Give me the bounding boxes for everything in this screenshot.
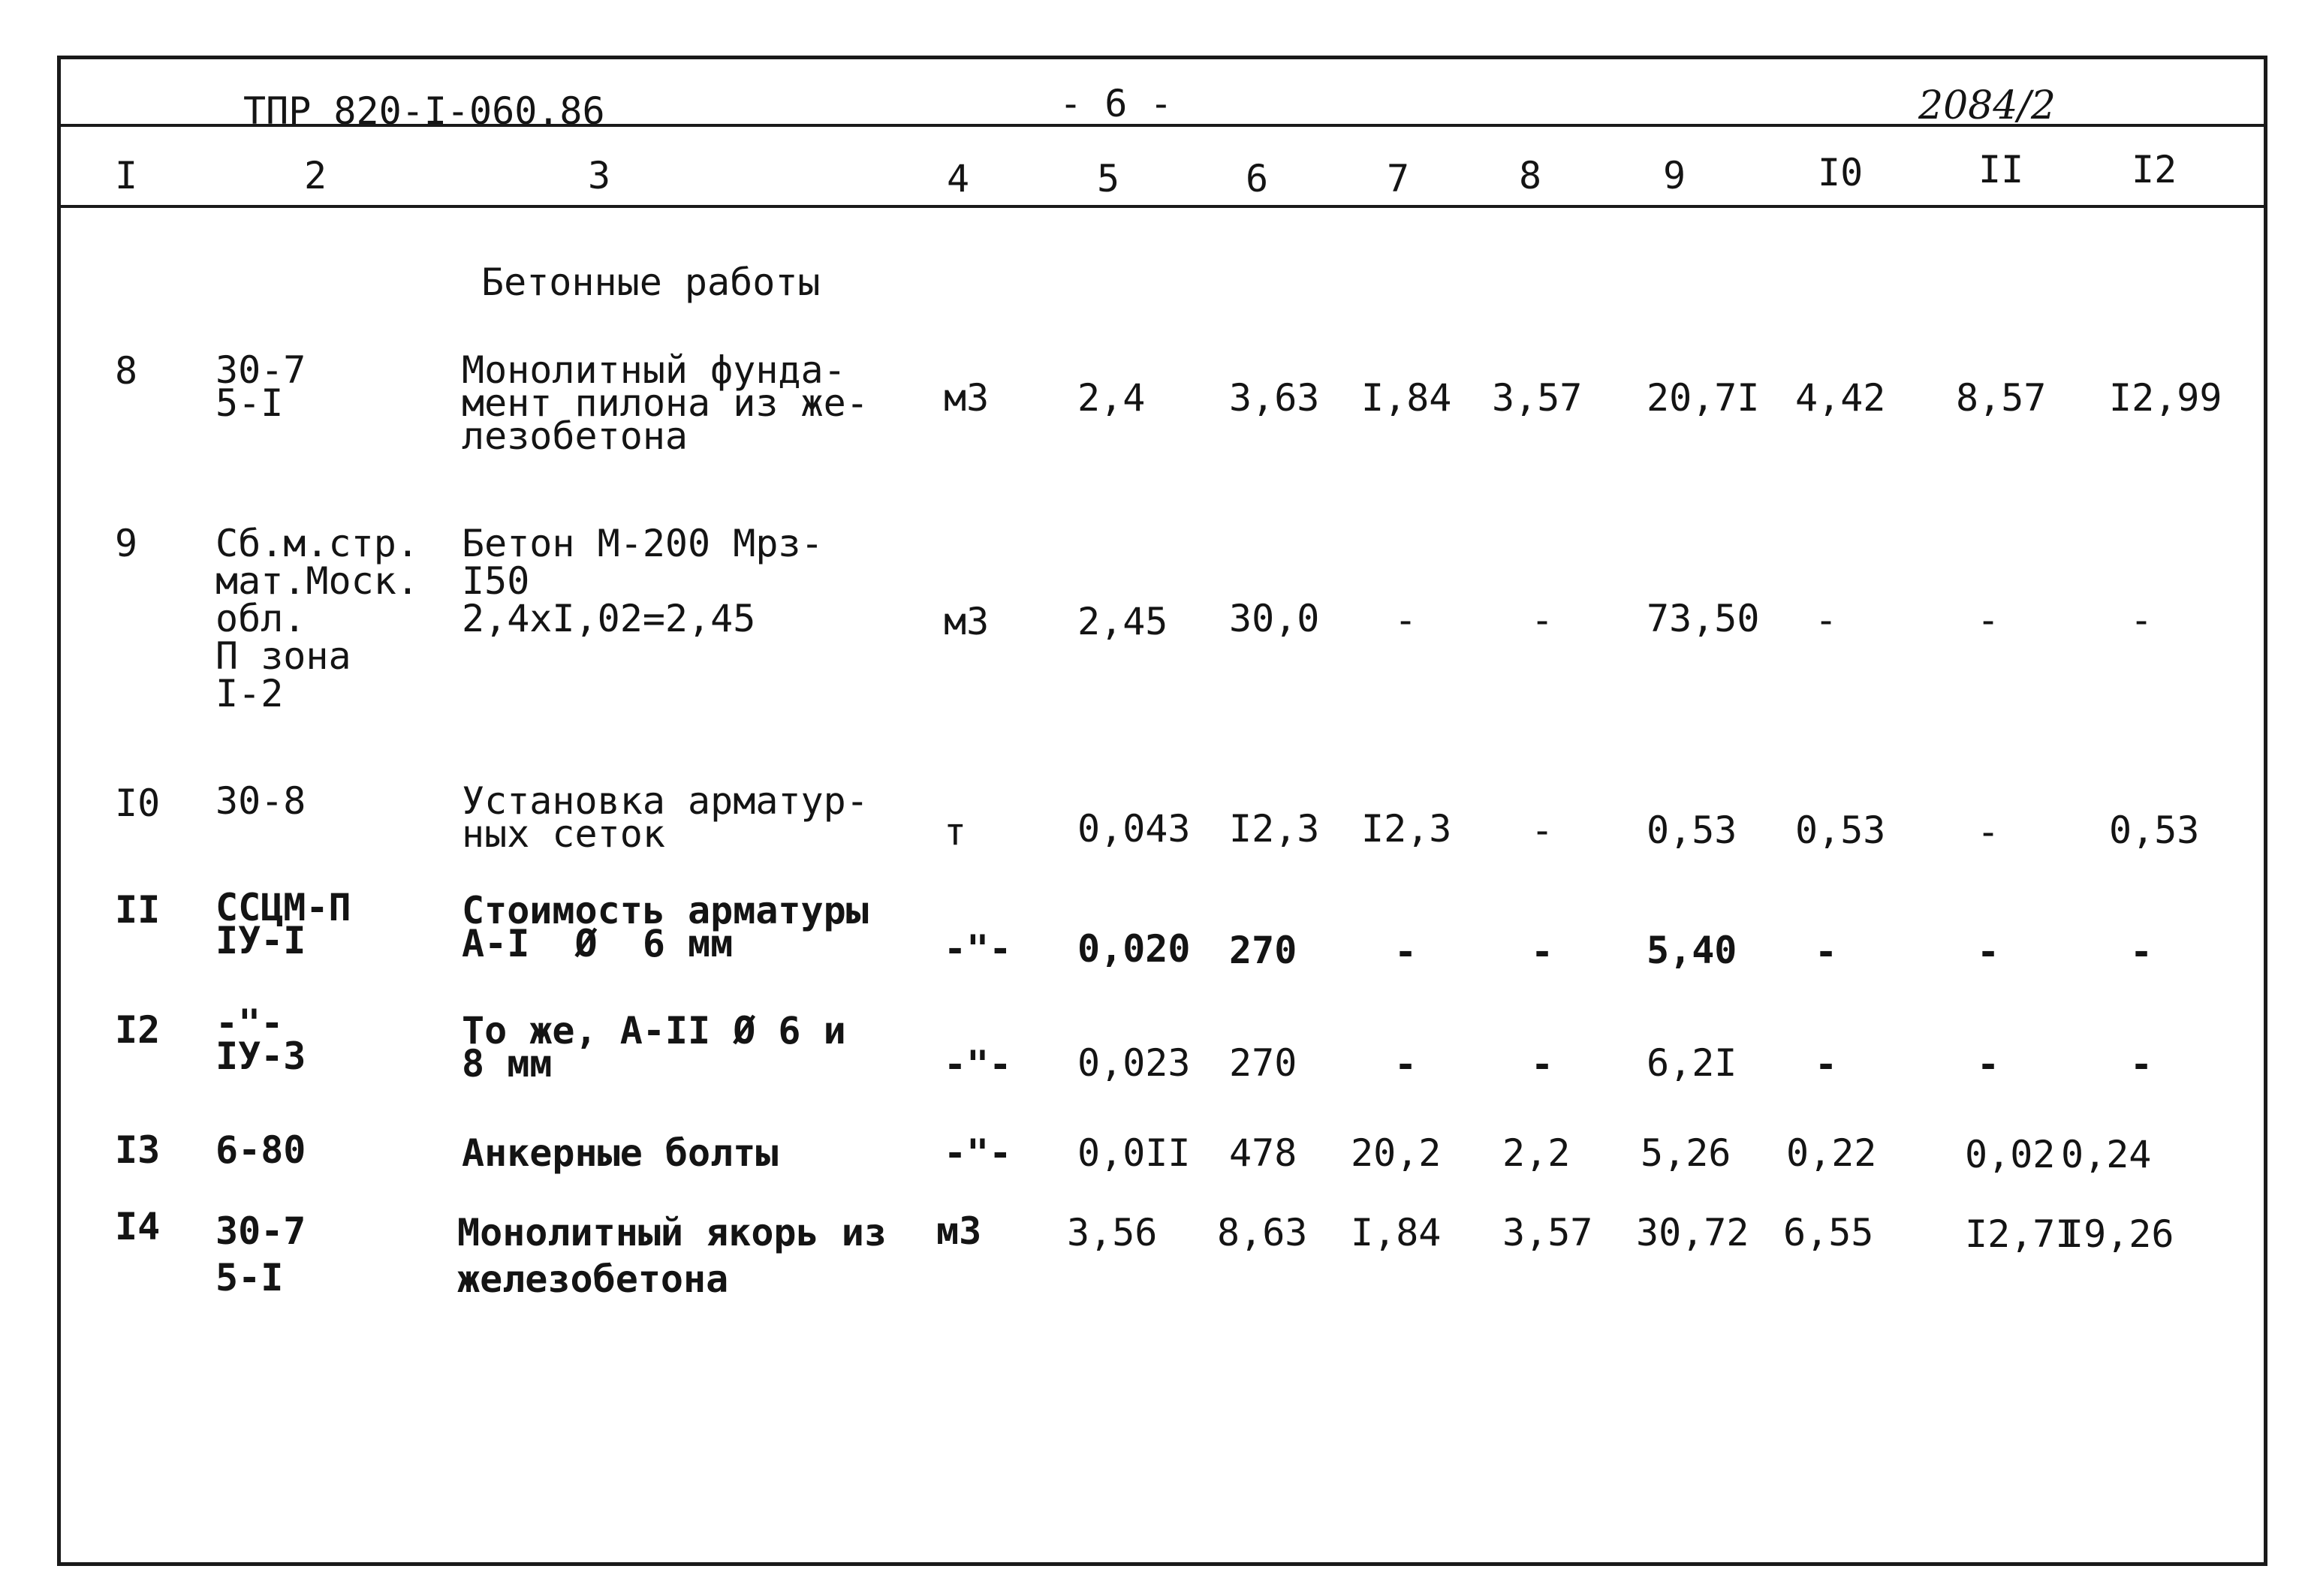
unit: м3	[944, 376, 990, 420]
row-number: I3	[115, 1128, 161, 1172]
price-reference: ССЦМ-П IУ-I	[215, 886, 351, 962]
col12-value: 0,24	[2061, 1133, 2152, 1176]
work-description: Монолитный фунда- мент пилона из же- лезобетона	[462, 348, 869, 458]
work-description: Бетон М-200 Мрз- I50 2,4xI,02=2,45	[462, 522, 824, 640]
col10-value: 0,53	[1795, 809, 1886, 852]
col11-value: 0,02	[1965, 1133, 2056, 1176]
row-number: II	[115, 888, 161, 932]
col12-value: 0,53	[2109, 809, 2200, 852]
unit: -"-	[944, 1043, 1012, 1086]
col-header-3: 3	[588, 154, 611, 197]
col5-value: 2,4	[1077, 376, 1146, 420]
col-header-7: 7	[1387, 157, 1410, 200]
price-reference: Сб.м.стр. мат.Моск. обл. П зона I-2	[215, 522, 419, 715]
col7-value: I,84	[1361, 376, 1452, 420]
row-number: I0	[115, 781, 161, 825]
work-description: Монолитный якорь из железобетона	[457, 1211, 887, 1301]
work-description: Стоимость арматуры А-I Ø 6 мм	[462, 889, 869, 965]
col9-value: 5,26	[1641, 1131, 1731, 1175]
price-reference: 6-80	[215, 1128, 306, 1172]
unit: м3	[944, 600, 990, 643]
document-code: ТПР 820-I-060.86	[243, 89, 605, 133]
col7-value: I,84	[1351, 1211, 1442, 1254]
col-header-2: 2	[304, 154, 327, 197]
col7-value: I2,3	[1361, 807, 1452, 851]
col6-value: 3,63	[1229, 376, 1320, 420]
document-sheet	[57, 56, 2267, 1566]
section-title: Бетонные работы	[481, 260, 821, 304]
col6-value: I2,3	[1229, 807, 1320, 851]
col10-value: -	[1815, 1043, 1838, 1086]
col10-value: -	[1815, 930, 1838, 974]
handwritten-stamp: 2084/2	[1918, 83, 2056, 128]
price-reference: 30-7 5-I	[215, 348, 306, 425]
col7-value: -	[1394, 598, 1418, 642]
col8-value: -	[1531, 930, 1554, 974]
col-header-9: 9	[1663, 154, 1686, 197]
col5-value: 0,023	[1077, 1041, 1191, 1085]
col10-value: 4,42	[1795, 376, 1886, 420]
col11-value: -	[1977, 930, 2000, 974]
row-number: I4	[115, 1205, 161, 1248]
unit: -"-	[944, 1131, 1012, 1175]
col11-value: 8,57	[1956, 376, 2047, 420]
row-number: I2	[115, 1008, 161, 1052]
col5-value: 3,56	[1067, 1211, 1158, 1254]
col10-value: -	[1815, 598, 1838, 642]
col7-value: -	[1394, 1043, 1418, 1086]
col-header-8: 8	[1519, 154, 1542, 197]
price-reference: 30-7 5-I	[215, 1209, 306, 1299]
col8-value: -	[1531, 598, 1554, 642]
col-header-1: I	[115, 154, 138, 197]
col9-value: 6,2I	[1647, 1041, 1737, 1085]
col12-value: -	[2130, 1043, 2153, 1086]
col8-value: 3,57	[1492, 376, 1583, 420]
col7-value: 20,2	[1351, 1131, 1442, 1175]
col8-value: -	[1531, 809, 1554, 852]
work-description: То же, А-II Ø 6 и 8 мм	[462, 1009, 846, 1086]
row-number: 8	[115, 349, 138, 393]
col5-value: 0,0II	[1077, 1131, 1191, 1175]
unit: т	[944, 810, 967, 854]
col9-value: 20,7I	[1647, 376, 1760, 420]
col6-value: 270	[1229, 929, 1297, 972]
col8-value: -	[1531, 1043, 1554, 1086]
col11-value: -	[1977, 810, 2000, 854]
col-header-6: 6	[1246, 157, 1269, 200]
col7-value: -	[1394, 930, 1418, 974]
col11-value: I2,7I	[1965, 1212, 2078, 1256]
col10-value: 0,22	[1786, 1131, 1877, 1175]
col12-value: I9,26	[2061, 1212, 2174, 1256]
col9-value: 0,53	[1647, 809, 1737, 852]
col6-value: 30,0	[1229, 597, 1320, 640]
col9-value: 5,40	[1647, 929, 1737, 972]
col-header-10: I0	[1818, 151, 1864, 194]
col-header-12: I2	[2132, 148, 2177, 191]
col5-value: 0,020	[1077, 927, 1191, 971]
col5-value: 0,043	[1077, 807, 1191, 851]
col5-value: 2,45	[1077, 600, 1168, 643]
col10-value: 6,55	[1783, 1211, 1874, 1254]
page-number: - 6 -	[1059, 82, 1173, 125]
price-reference: -"- IУ-3	[215, 1001, 306, 1078]
col8-value: 3,57	[1502, 1211, 1593, 1254]
unit: -"-	[944, 927, 1012, 971]
col-header-5: 5	[1097, 157, 1120, 200]
column-header-divider	[61, 205, 2264, 208]
col6-value: 478	[1229, 1131, 1297, 1175]
unit: м3	[936, 1209, 982, 1253]
col9-value: 30,72	[1636, 1211, 1749, 1254]
col8-value: 2,2	[1502, 1131, 1571, 1175]
work-description: Анкерные болты	[462, 1131, 779, 1175]
col12-value: -	[2130, 598, 2153, 642]
price-reference: 30-8	[215, 779, 306, 823]
col12-value: -	[2130, 930, 2153, 974]
row-number: 9	[115, 522, 138, 565]
col-header-4: 4	[947, 157, 970, 200]
col11-value: -	[1977, 598, 2000, 642]
col-header-11: II	[1978, 148, 2024, 191]
col12-value: I2,99	[2109, 376, 2222, 420]
col9-value: 73,50	[1647, 597, 1760, 640]
col6-value: 270	[1229, 1041, 1297, 1085]
col11-value: -	[1977, 1043, 2000, 1086]
header-divider	[61, 124, 2264, 127]
col6-value: 8,63	[1217, 1211, 1308, 1254]
work-description: Установка арматур- ных сеток	[462, 779, 869, 856]
